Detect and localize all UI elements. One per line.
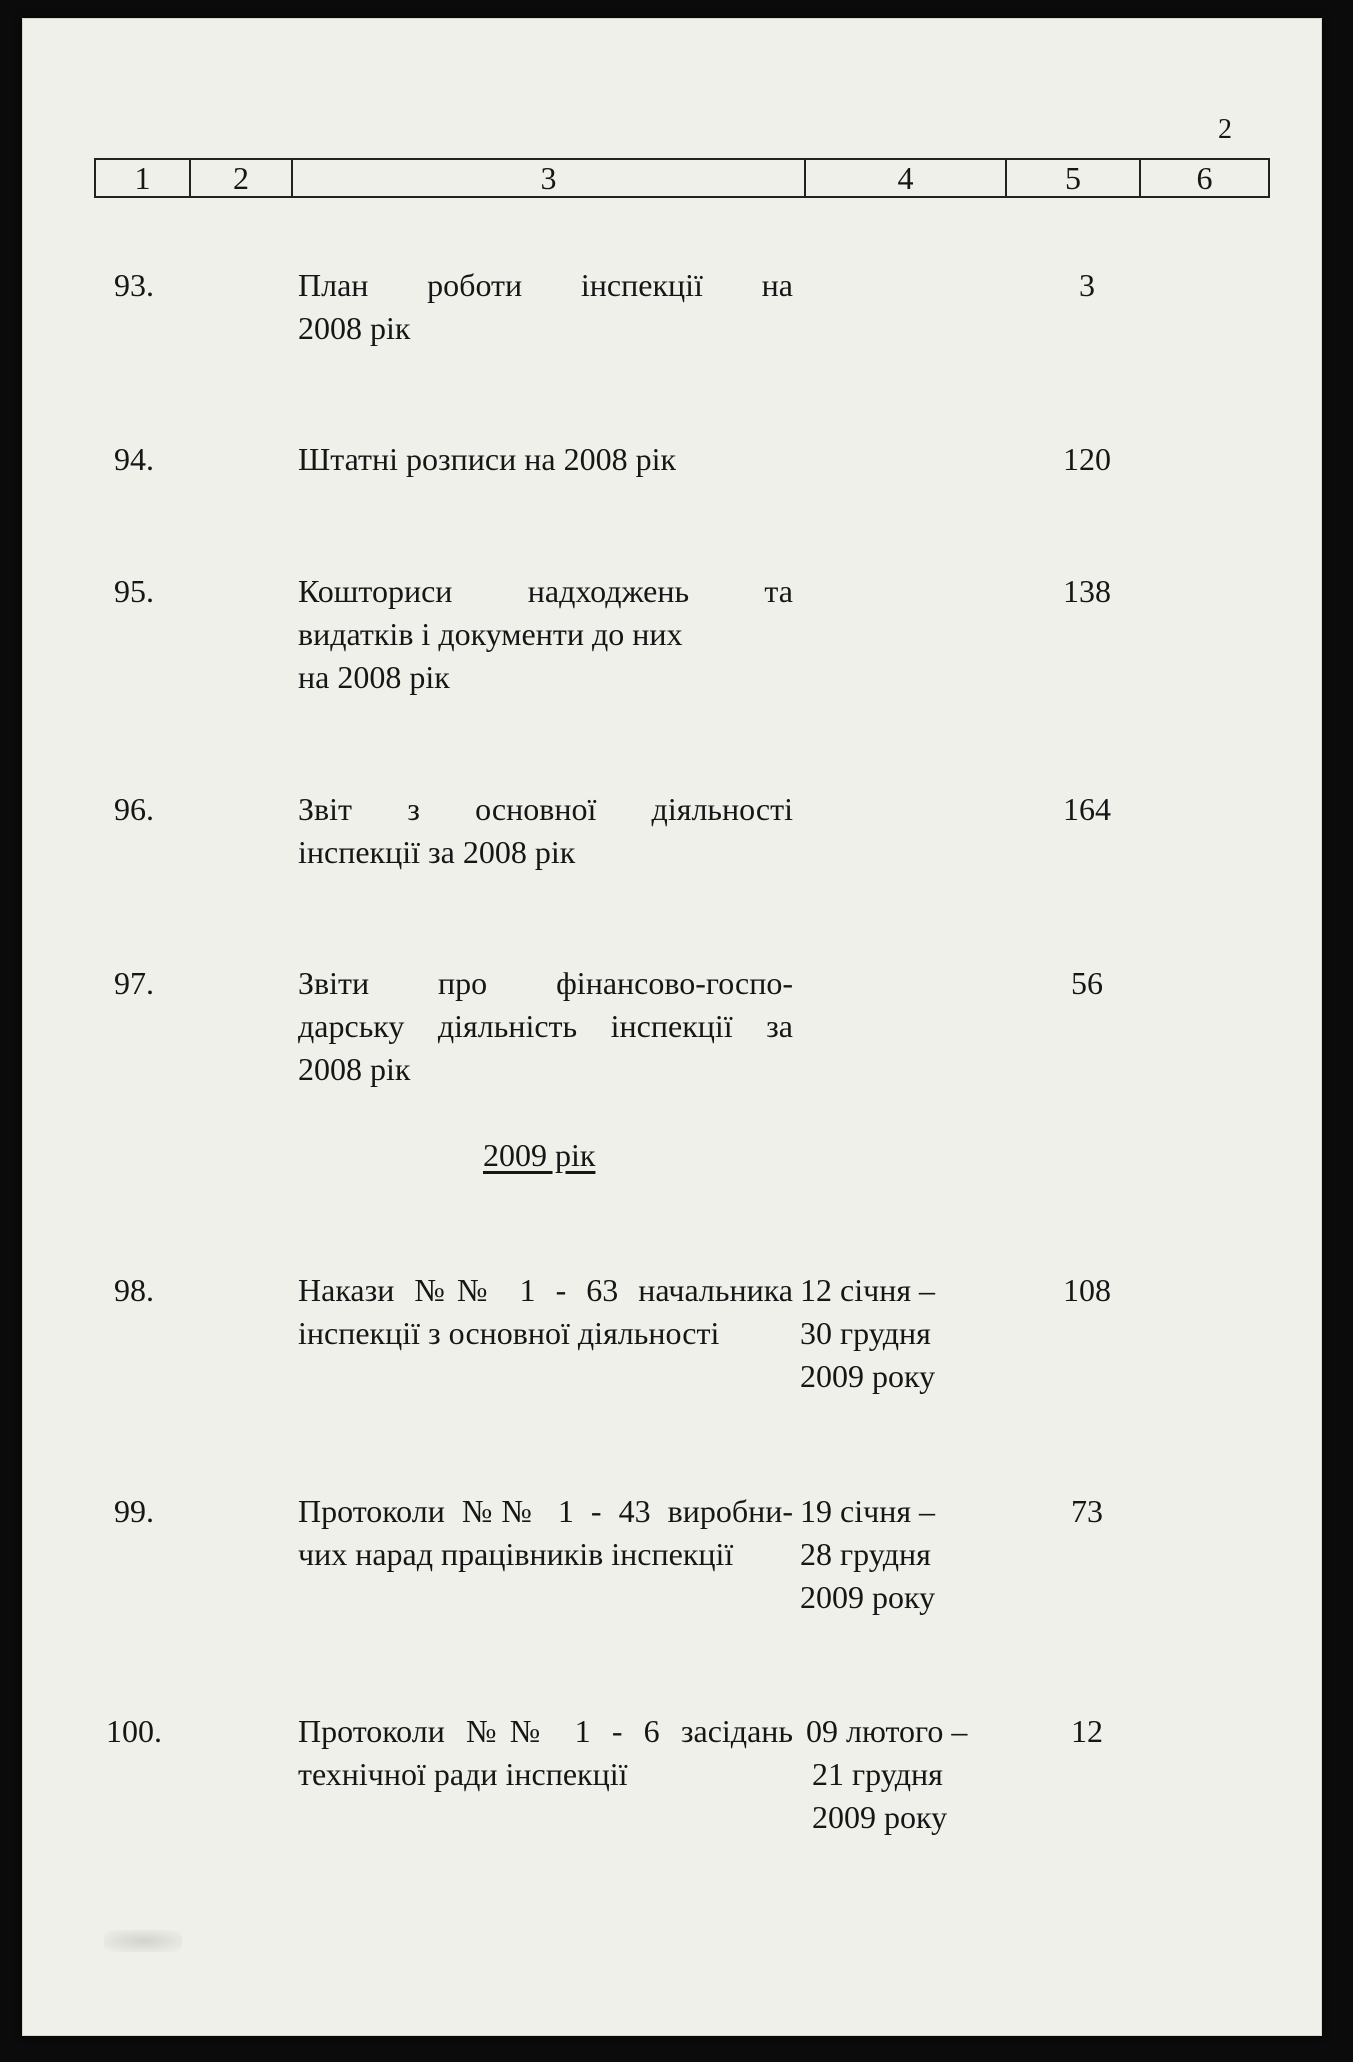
- sheet-count: 108: [1063, 1272, 1111, 1308]
- description-line: дарську діяльність інспекції за: [298, 1008, 793, 1044]
- record-description: [298, 788, 793, 874]
- record-description: [298, 438, 793, 481]
- column-header-1: 1: [96, 160, 191, 196]
- date-line: 19 січня –: [800, 1493, 936, 1529]
- record-description: [298, 1269, 793, 1355]
- record-dates: [806, 1710, 1006, 1839]
- record-number: 95.: [114, 573, 154, 609]
- date-line: 2009 року: [800, 1579, 936, 1615]
- record-description: [298, 1710, 793, 1796]
- record-number: 100.: [106, 1713, 162, 1749]
- record-description: [298, 264, 793, 350]
- description-line: 2008 рік: [298, 310, 411, 346]
- record-number: 94.: [114, 441, 154, 477]
- sheet-count: 164: [1063, 791, 1111, 827]
- description-line: на 2008 рік: [298, 659, 450, 695]
- document-page: [22, 18, 1322, 2036]
- paper-smudge: [104, 1930, 182, 1952]
- description-line: Протоколи №№ 1 - 43 виробни-: [298, 1493, 793, 1529]
- description-line: Накази №№ 1 - 63 начальника: [298, 1272, 793, 1308]
- description-line: Штатні розписи на 2008 рік: [298, 441, 677, 477]
- sheet-count: 120: [1063, 441, 1111, 477]
- date-line: 2009 року: [800, 1358, 936, 1394]
- sheet-count: 73: [1071, 1493, 1103, 1529]
- description-line: чих нарад працівників інспекції: [298, 1536, 734, 1572]
- record-number: 93.: [114, 267, 154, 303]
- record-number: 99.: [114, 1493, 154, 1529]
- description-line: Звіти про фінансово-госпо-: [298, 965, 793, 1001]
- page-number: 2: [1218, 114, 1232, 145]
- record-description: [298, 962, 793, 1091]
- date-line: 12 січня –: [800, 1272, 936, 1308]
- record-dates: [800, 1269, 1000, 1398]
- column-header-4: 4: [806, 160, 1007, 196]
- description-line: інспекції за 2008 рік: [298, 834, 576, 870]
- description-line: технічної ради інспекції: [298, 1756, 628, 1792]
- description-line: Кошториси надходжень та: [298, 573, 793, 609]
- description-line: Звіт з основної діяльності: [298, 791, 793, 827]
- column-header-2: 2: [191, 160, 293, 196]
- date-line: 09 лютого –: [806, 1713, 968, 1749]
- sheet-count: 138: [1063, 573, 1111, 609]
- column-header-5: 5: [1007, 160, 1141, 196]
- column-header-3: 3: [293, 160, 806, 196]
- column-header-6: 6: [1196, 160, 1213, 196]
- record-description: [298, 1490, 793, 1576]
- description-line: План роботи інспекції на: [298, 267, 793, 303]
- record-number: 96.: [114, 791, 154, 827]
- sheet-count: 3: [1079, 267, 1095, 303]
- record-number: 98.: [114, 1272, 154, 1308]
- record-dates: [800, 1490, 1000, 1619]
- description-line: видатків і документи до них: [298, 616, 683, 652]
- record-description: [298, 570, 793, 699]
- description-line: Протоколи №№ 1 - 6 засідань: [298, 1713, 793, 1749]
- sheet-count: 12: [1071, 1713, 1103, 1749]
- record-number: 97.: [114, 965, 154, 1001]
- date-line: 30 грудня: [800, 1315, 931, 1351]
- description-line: інспекції з основної діяльності: [298, 1315, 720, 1351]
- description-line: 2008 рік: [298, 1051, 411, 1087]
- date-line: 28 грудня: [800, 1536, 931, 1572]
- date-line: 21 грудня: [812, 1756, 943, 1792]
- date-line: 2009 року: [812, 1799, 948, 1835]
- section-title: 2009 рік: [483, 1137, 596, 1173]
- sheet-count: 56: [1071, 965, 1103, 1001]
- column-header-row: [94, 158, 1270, 198]
